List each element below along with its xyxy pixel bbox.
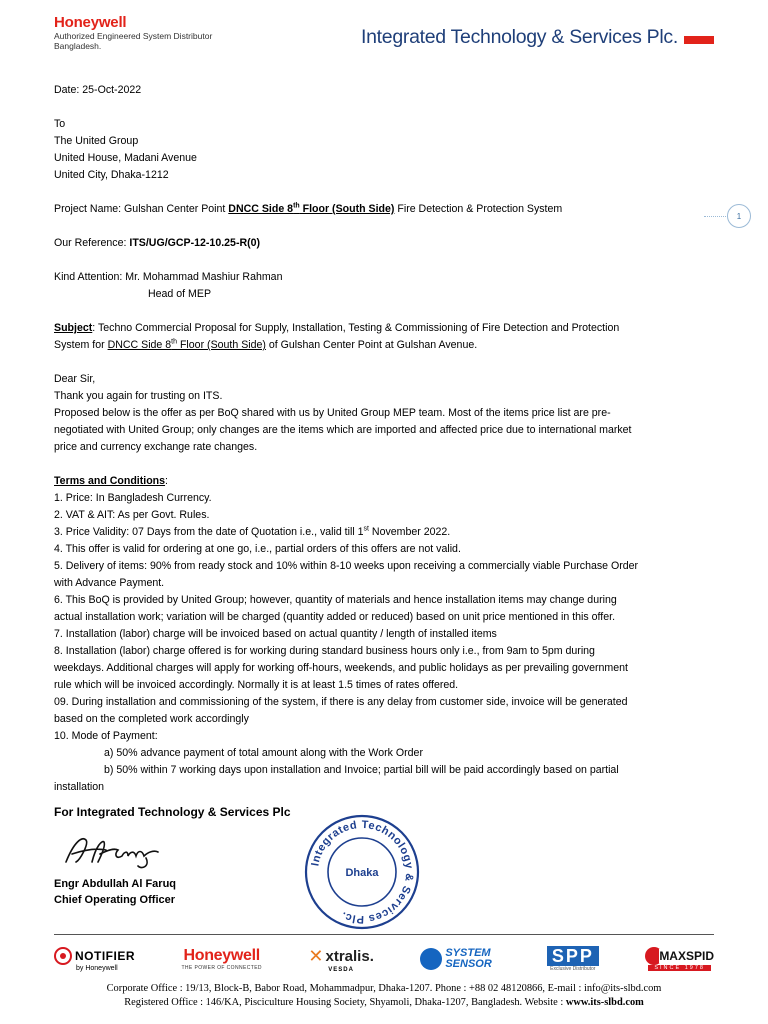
salutation: Dear Sir, [54,373,96,385]
term-item: 7. Installation (labor) charge will be invoiced based on actual quantity / length of installed items [54,628,497,640]
svg-text:Dhaka: Dhaka [345,867,379,879]
system-sensor-logo: SYSTEM SENSOR [420,948,500,970]
intro-line: price and currency exchange rate changes. [54,441,258,453]
payment-option-b: b) 50% within 7 working days upon installation and Invoice; partial bill will be paid accordingly based on partial [104,764,619,776]
recipient-line: United City, Dhaka-1212 [54,169,169,181]
honeywell-footer-logo: Honeywell THE POWER OF CONNECTED [181,947,262,971]
distributor-line-2: Bangladesh. [54,41,102,51]
term-item: 3. Price Validity: 07 Days from the date of Quotation i.e., valid till 1st November 2022. [54,525,451,538]
term-item: 2. VAT & AIT: As per Govt. Rules. [54,509,210,521]
project-name: Project Name: Gulshan Center Point DNCC Side 8th Floor (South Side) Fire Detection & Protection System [54,202,563,215]
page-number-marker[interactable]: 1 [727,204,751,228]
term-item: 8. Installation (labor) charge offered is for working during standard business hours only i.e., from 9am to 5pm during [54,645,595,657]
company-seal-stamp [302,812,422,932]
sign-for-company: For Integrated Technology & Services Plc [54,805,291,819]
term-item: 1. Price: In Bangladesh Currency. [54,492,212,504]
footer-divider [54,934,714,935]
payment-option-b-cont: installation [54,781,105,793]
term-item: based on the completed work accordingly [54,713,249,725]
subject-line: System for DNCC Side 8th Floor (South Side) of Gulshan Center Point at Gulshan Avenue. [54,338,478,351]
intro-line: Proposed below is the offer as per BoQ shared with us by United Group MEP team. Most of the items price list are pre- [54,407,611,419]
signatory-block [54,876,176,908]
signatory-title: Chief Operating Officer [54,894,176,906]
notifier-icon [54,947,72,965]
signatory-name: Engr Abdullah Al Faruq [54,878,177,890]
company-header [361,26,714,49]
corporate-office-address: Corporate Office : 19/13, Block-B, Babor Road, Mohammadpur, Dhaka-1207. Phone : +88 02 48120866, E-mail : info@its-slbd.com [106,983,662,994]
intro-line: negotiated with United Group; only changes are the items which are imported and affected price due to international market [54,424,632,436]
letter-to: To [54,118,66,130]
our-reference: Our Reference: ITS/UG/GCP-12-10.25-R(0) [54,237,261,249]
partner-logos [54,938,714,980]
recipient-line: The United Group [54,135,139,147]
honeywell-distributor-header [54,15,212,51]
attention-title: Head of MEP [148,288,212,300]
recipient-line: United House, Madani Avenue [54,152,197,164]
kind-attention: Kind Attention: Mr. Mohammad Mashiur Rahman [54,271,283,283]
registered-office-address: Registered Office : 146/KA, Pisciculture Housing Society, Shyamoli, Dhaka-1207, Bangladesh. Website : www.its-slbd.com [124,997,644,1008]
thanks-line: Thank you again for trusting on ITS. [54,390,223,402]
term-item: 6. This BoQ is provided by United Group; however, quantity of materials and hence installation items may change during [54,594,617,606]
distributor-line-1: Authorized Engineered System Distributor [54,31,213,41]
svg-text:Integrated Technology & Servic: Integrated Technology & Services Plc. [309,818,416,926]
term-item: with Advance Payment. [54,577,165,589]
term-item: 5. Delivery of items: 90% from ready stock and 10% within 8-10 weeks upon receiving a commercially viable Purchase Order [54,560,639,572]
spp-logo: SPP Exclusive Distributor [547,946,599,972]
term-item: rule which will be invoiced accordingly. Normally it is at least 1.5 times of rates offered. [54,679,459,691]
term-item: weekdays. Additional charges will apply for working off-hours, weekends, and public holidays as per prevailing government [54,662,628,674]
terms-heading: Terms and Conditions: [54,475,168,487]
reference-value: ITS/UG/GCP-12-10.25-R(0) [129,237,261,249]
letter-date: Date: 25-Oct-2022 [54,84,142,96]
subject-line: Subject: Techno Commercial Proposal for Supply, Installation, Testing & Commissioning of Fire Detection and Protection [54,322,620,334]
globe-icon [420,948,442,970]
honeywell-logo: Honeywell [54,14,127,31]
term-item: 10. Mode of Payment: [54,730,158,742]
term-item: 4. This offer is valid for ordering at one go, i.e., partial orders of this offers are not valid. [54,543,461,555]
xtralis-logo: ✕ xtralis. VESDA [308,945,374,973]
maxspid-logo: MAXSPID SINCE 1978 [645,947,714,971]
website-link[interactable]: www.its-slbd.com [565,997,644,1008]
notifier-logo: NOTIFIER by Honeywell [54,947,135,972]
company-name: Integrated Technology & Services Plc. [361,26,678,48]
letter-body [54,82,724,821]
signature-image [62,832,172,872]
term-item: 09. During installation and commissioning of the system, if there is any delay from customer side, invoice will be generated [54,696,628,708]
term-item: actual installation work; variation will be charged (quantity added or reduced) based on unit price mentioned in this offer. [54,611,616,623]
payment-option-a: a) 50% advance payment of total amount along with the Work Order [104,747,423,759]
company-accent-bar [684,36,714,44]
